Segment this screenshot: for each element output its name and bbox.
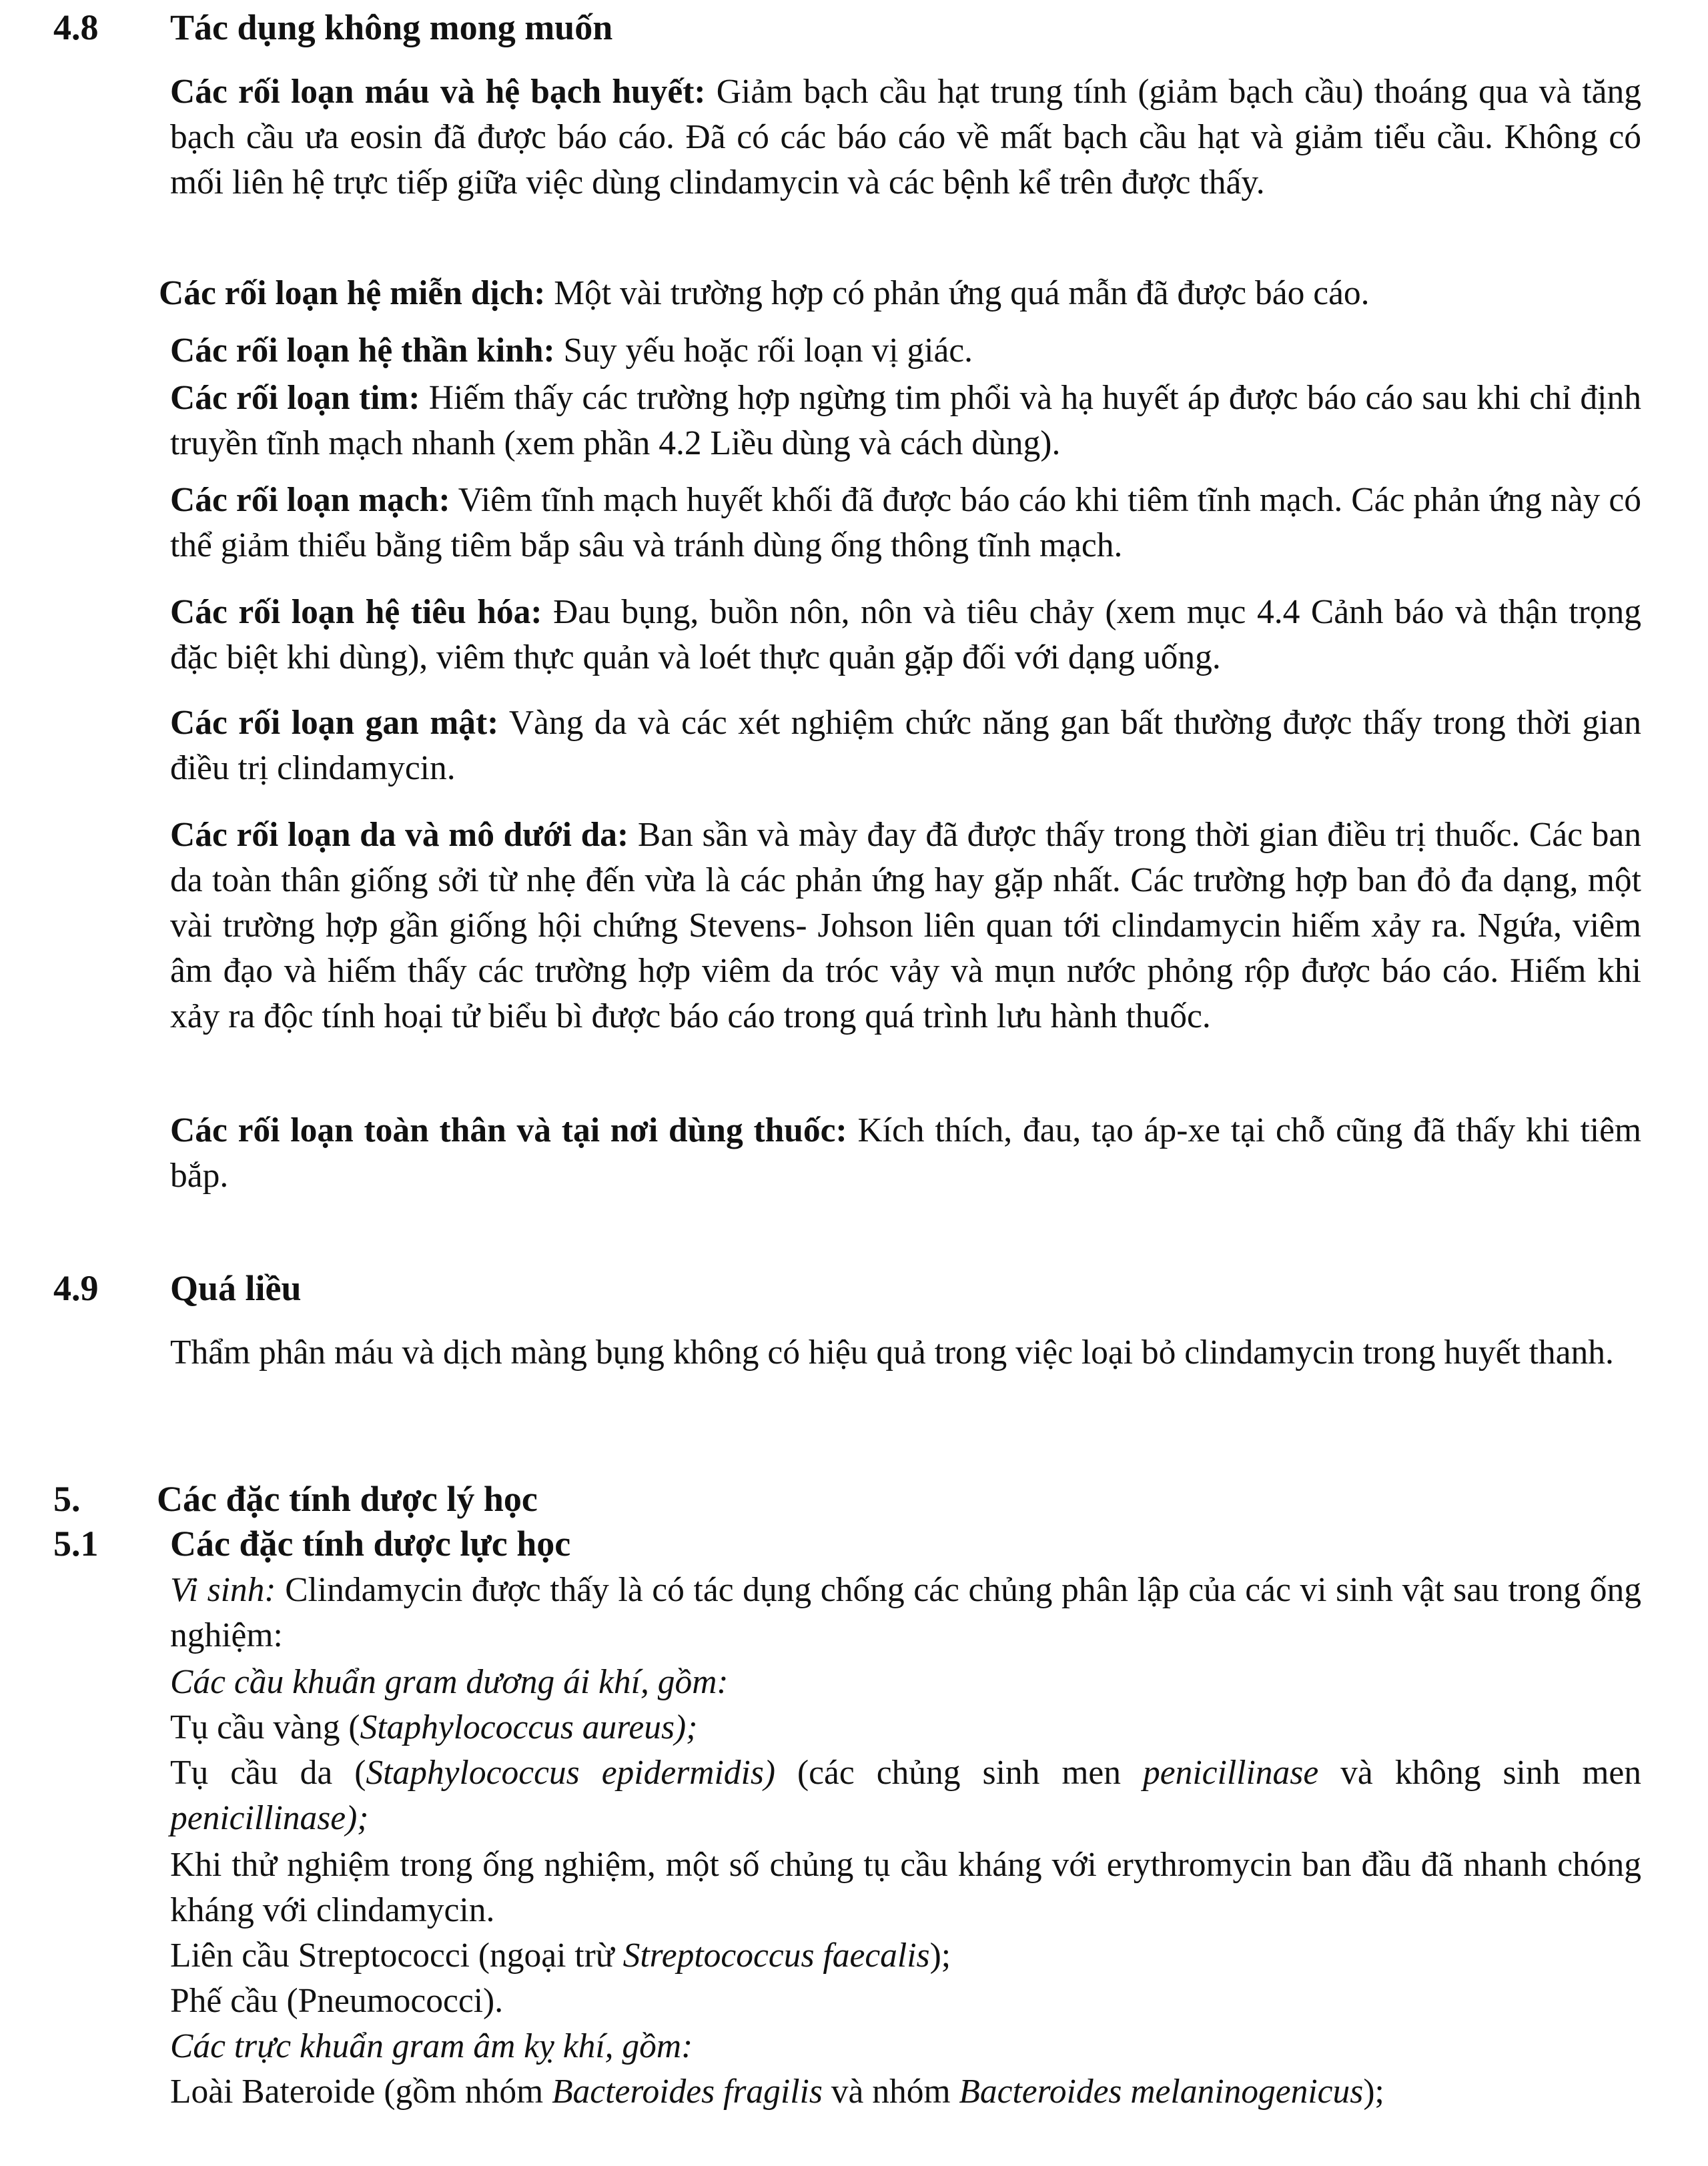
paragraph-immune xyxy=(159,271,1630,316)
item-text: ); xyxy=(1363,2073,1384,2111)
paragraph-overdose: Thẩm phân máu và dịch màng bụng không có hiệu quả trong việc loại bỏ clindamycin trong huyết thanh. xyxy=(170,1333,1614,1372)
paragraph-vascular xyxy=(170,478,1641,568)
section-4-9-number: 4.9 xyxy=(53,1268,99,1308)
paragraph-erythromycin: Khi thử nghiệm trong ống nghiệm, một số chủng tụ cầu kháng với erythromycin ban đầu đã nhanh chóng kháng với clindamycin. xyxy=(170,1846,1641,1929)
item-text: và nhóm xyxy=(822,2073,959,2111)
item-text: và không sinh men xyxy=(1318,1754,1641,1792)
paragraph-label: Các rối loạn máu và hệ bạch huyết: xyxy=(170,73,706,111)
species-name: Bacteroides fragilis xyxy=(552,2073,823,2111)
list-item-bacteroides xyxy=(170,2069,1641,2115)
section-5-number: 5. xyxy=(53,1479,81,1519)
list-item-staph-aureus xyxy=(170,1705,1641,1750)
paragraph-microbiology xyxy=(170,1568,1641,1658)
microbiology-label: Vi sinh: xyxy=(170,1571,276,1609)
paragraph-nervous xyxy=(170,328,1641,374)
paragraph-hepatobiliary xyxy=(170,700,1641,791)
enzyme-name: penicillinase xyxy=(1143,1754,1319,1792)
enzyme-name: penicillinase); xyxy=(170,1799,369,1837)
paragraph-text: Giảm bạch cầu hạt trung tính (giảm bạch cầu) thoáng qua và tăng bạch cầu ưa eosin đã được báo cáo. Đã có các báo cáo về mất bạch cầu hạt và giảm tiểu cầu. Không có mối liên hệ trực tiếp giữa việc dùng clindamycin và các bệnh kể trên được thấy. xyxy=(170,73,1641,201)
paragraph-gastrointestinal xyxy=(170,590,1641,680)
section-5-1-number: 5.1 xyxy=(53,1524,99,1564)
paragraph-blood-lymph xyxy=(170,69,1641,205)
list-item-pneumococci: Phế cầu (Pneumococci). xyxy=(170,1982,504,2020)
paragraph-text: Suy yếu hoặc rối loạn vị giác. xyxy=(554,332,973,370)
paragraph-text: Vàng da và các xét nghiệm chức năng gan bất thường được thấy trong thời gian điều trị clindamycin. xyxy=(170,704,1641,787)
item-text: Tụ cầu da ( xyxy=(170,1754,366,1792)
microbiology-text: Clindamycin được thấy là có tác dụng chống các chủng phân lập của các vi sinh vật sau trong ống nghiệm: xyxy=(170,1571,1642,1654)
species-name: Staphylococcus epidermidis) xyxy=(366,1754,776,1792)
section-4-9-title: Quá liều xyxy=(170,1268,302,1308)
species-name: Streptococcus faecalis xyxy=(622,1937,930,1975)
section-5-title: Các đặc tính dược lý học xyxy=(157,1479,538,1519)
paragraph-label: Các rối loạn da và mô dưới da: xyxy=(170,816,629,854)
item-text: Tụ cầu vàng ( xyxy=(170,1708,360,1746)
species-name: Staphylococcus aureus); xyxy=(360,1708,698,1746)
item-text: ); xyxy=(929,1937,951,1975)
paragraph-text: Một vài trường hợp có phản ứng quá mẫn đã được báo cáo. xyxy=(545,274,1370,312)
section-4-8-number: 4.8 xyxy=(53,7,99,47)
paragraph-label: Các rối loạn mạch: xyxy=(170,481,450,519)
paragraph-label: Các rối loạn hệ miễn dịch: xyxy=(159,274,546,312)
paragraph-text: Hiếm thấy các trường hợp ngừng tim phổi và hạ huyết áp được báo cáo sau khi chỉ định truyền tĩnh mạch nhanh (xem phần 4.2 Liều dùng và cách dùng). xyxy=(170,379,1641,462)
paragraph-text: Viêm tĩnh mạch huyết khối đã được báo cáo khi tiêm tĩnh mạch. Các phản ứng này có thể giảm thiểu bằng tiêm bắp sâu và tránh dùng ống thông tĩnh mạch. xyxy=(170,481,1642,564)
gram-positive-heading: Các cầu khuẩn gram dương ái khí, gồm: xyxy=(170,1663,729,1701)
paragraph-text: Ban sần và mày đay đã được thấy trong thời gian điều trị thuốc. Các ban da toàn thân giống sởi từ nhẹ đến vừa là các phản ứng hay gặp nhất. Các trường hợp ban đỏ đa dạng, một vài trường hợp gần giống hội chứng Stevens- Johson liên quan tới clindamycin hiếm xảy ra. Ngứa, viêm âm đạo và hiếm thấy các trường hợp viêm da tróc vảy và mụn nước phỏng rộp được báo cáo. Hiếm khi xảy ra độc tính hoại tử biểu bì được báo cáo trong quá trình lưu hành thuốc. xyxy=(170,816,1641,1035)
item-text: Liên cầu Streptococci (ngoại trừ xyxy=(170,1937,623,1975)
paragraph-label: Các rối loạn gan mật: xyxy=(170,704,499,742)
paragraph-label: Các rối loạn hệ thần kinh: xyxy=(170,332,555,370)
paragraph-label: Các rối loạn hệ tiêu hóa: xyxy=(170,593,542,631)
list-item-staph-epidermidis xyxy=(170,1750,1641,1841)
section-5-1-title: Các đặc tính dược lực học xyxy=(170,1524,571,1564)
paragraph-text: Đau bụng, buồn nôn, nôn và tiêu chảy (xem mục 4.4 Cảnh báo và thận trọng đặc biệt khi dùng), viêm thực quản và loét thực quản gặp đối với dạng uống. xyxy=(170,593,1641,676)
paragraph-label: Các rối loạn toàn thân và tại nơi dùng thuốc: xyxy=(170,1111,847,1149)
section-4-8-title: Tác dụng không mong muốn xyxy=(170,7,613,47)
list-item-streptococci xyxy=(170,1933,1641,1979)
item-text: Loài Bateroide (gồm nhóm xyxy=(170,2073,552,2111)
gram-negative-heading: Các trực khuẩn gram âm kỵ khí, gồm: xyxy=(170,2027,693,2065)
paragraph-skin xyxy=(170,813,1641,1039)
paragraph-text: Kích thích, đau, tạo áp-xe tại chỗ cũng đã thấy khi tiêm bắp. xyxy=(170,1111,1642,1195)
species-name: Bacteroides melaninogenicus xyxy=(959,2073,1364,2111)
paragraph-general xyxy=(170,1108,1641,1199)
paragraph-cardiac xyxy=(170,376,1641,466)
item-text: (các chủng sinh men xyxy=(775,1754,1144,1792)
paragraph-label: Các rối loạn tim: xyxy=(170,379,420,417)
